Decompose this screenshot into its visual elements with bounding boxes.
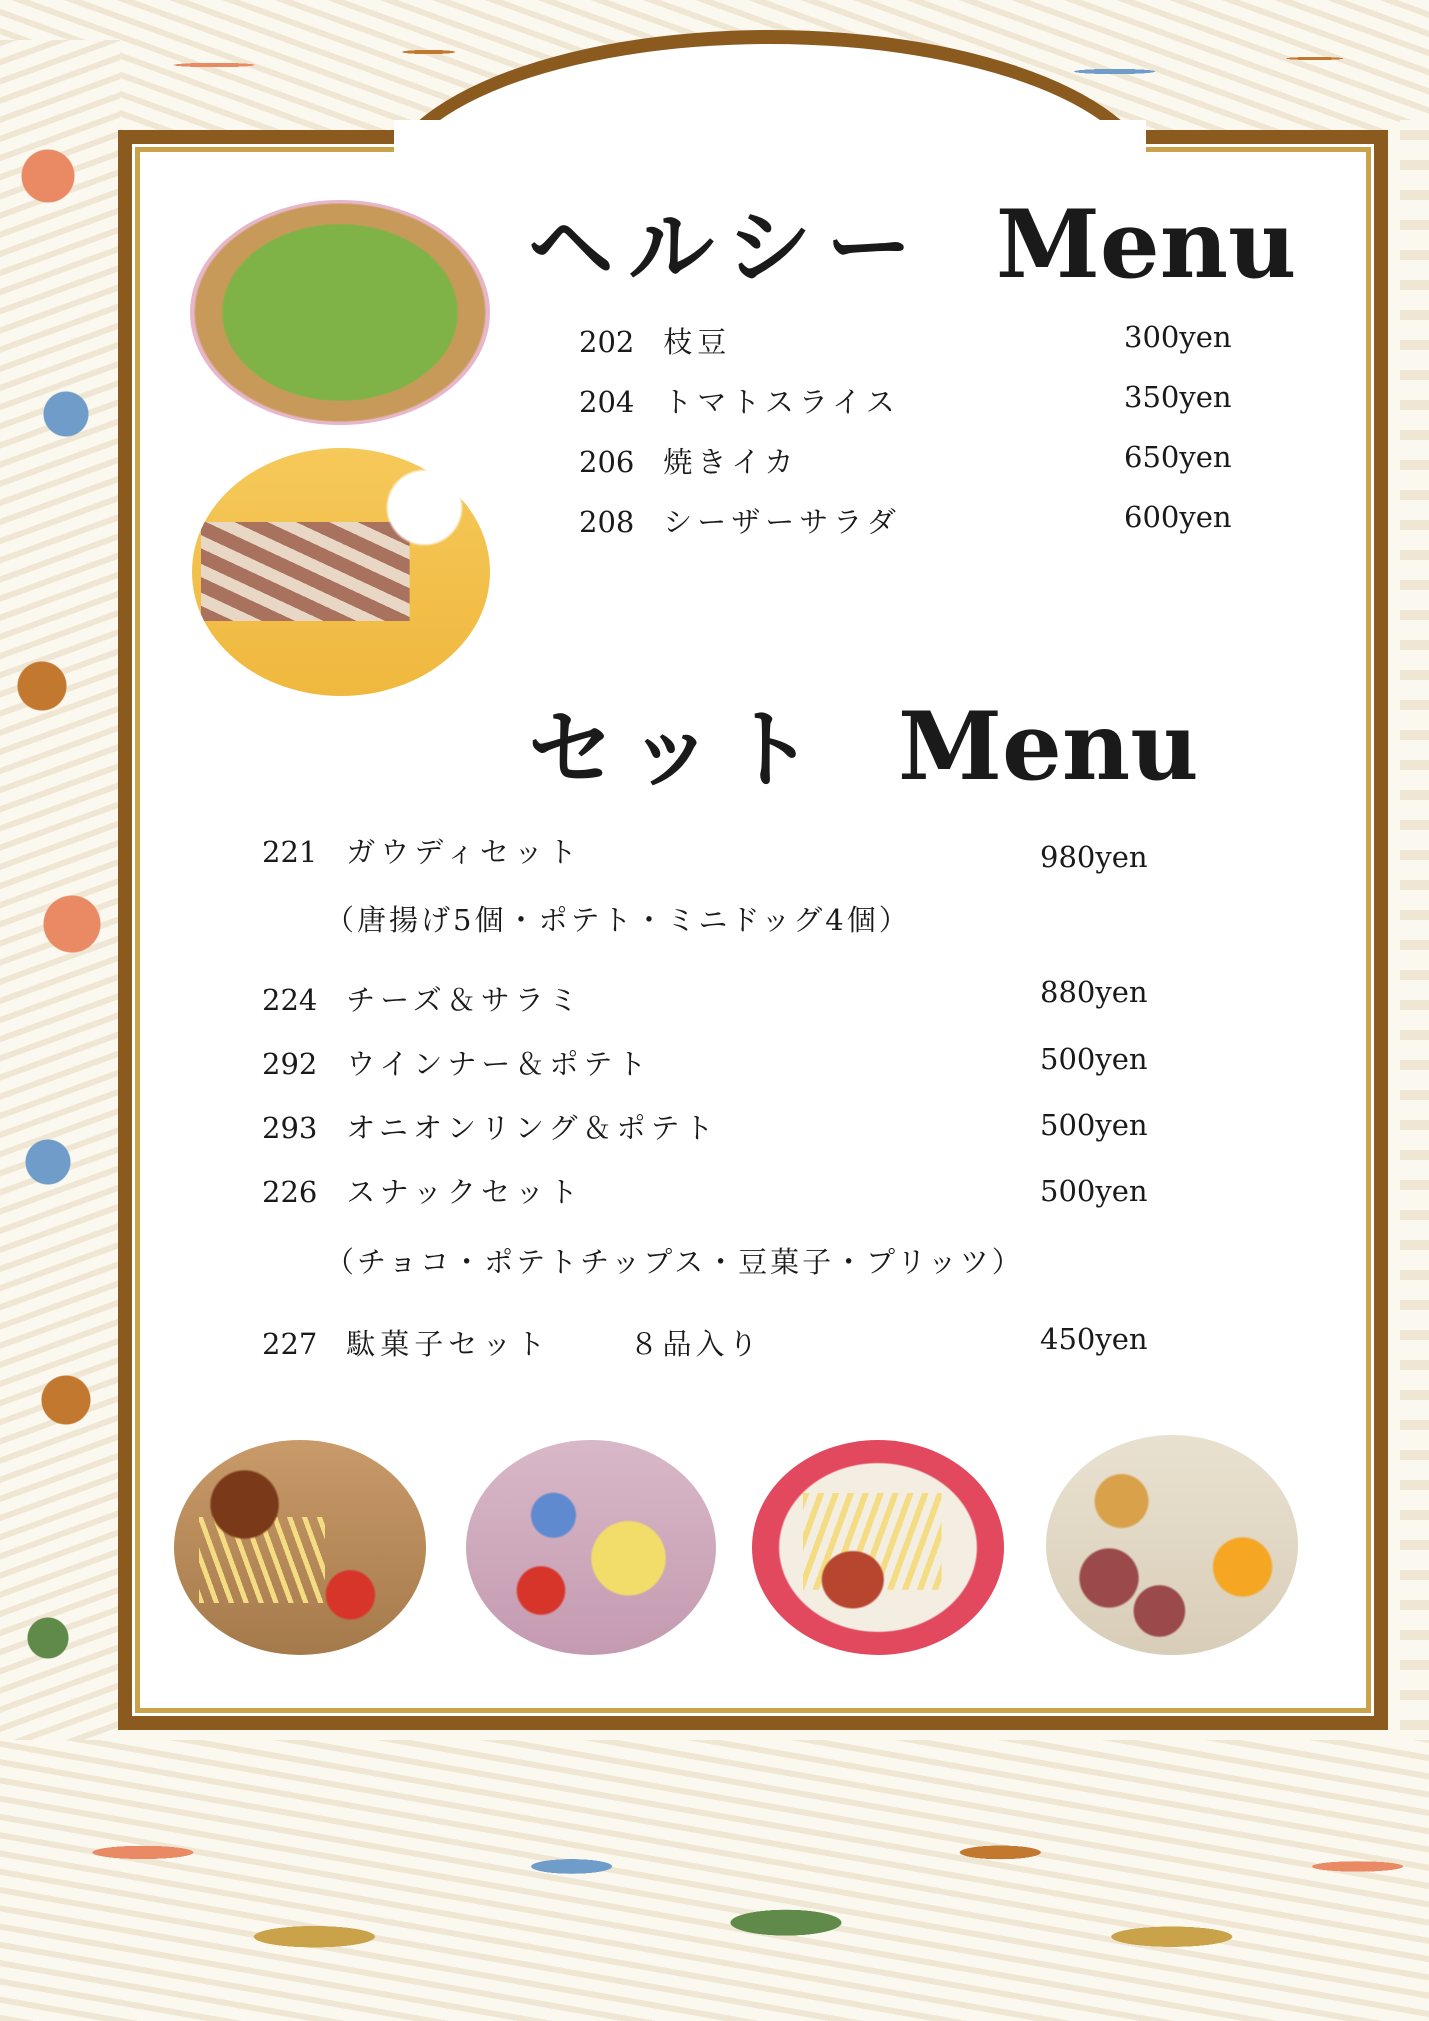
item-name: トマトスライス bbox=[663, 385, 900, 419]
fried-chicken-corndog-photo bbox=[174, 1440, 426, 1655]
list-item bbox=[262, 1170, 583, 1211]
item-name: 駄菓子セット bbox=[346, 1327, 551, 1361]
item-price: 450yen bbox=[1040, 1322, 1148, 1356]
list-item bbox=[262, 830, 582, 871]
item-name: 枝豆 bbox=[663, 325, 732, 359]
item-code: 293 bbox=[262, 1111, 318, 1145]
squid-photo bbox=[192, 448, 490, 696]
border-left-ornament bbox=[0, 40, 120, 1740]
item-price: 300yen bbox=[1124, 320, 1232, 354]
border-bottom-ornament-hounds bbox=[0, 1740, 1429, 2021]
item-note: （チョコ・ポテトチップス・豆菓子・プリッツ） bbox=[325, 1245, 1024, 1279]
item-name: ガウディセット bbox=[346, 835, 582, 869]
sausage-fries-photo bbox=[752, 1440, 1004, 1655]
item-name: スナックセット bbox=[346, 1175, 584, 1209]
item-name: チーズ＆サラミ bbox=[346, 983, 583, 1017]
item-code: 227 bbox=[262, 1327, 318, 1361]
item-name: シーザーサラダ bbox=[663, 505, 901, 539]
item-extra: ８品入り bbox=[629, 1327, 762, 1361]
item-price: 500yen bbox=[1040, 1042, 1148, 1076]
item-code: 208 bbox=[579, 505, 635, 539]
list-item bbox=[262, 978, 583, 1019]
item-note: （唐揚げ5個・ポテト・ミニドッグ4個） bbox=[325, 903, 911, 937]
cheese-salami-photo bbox=[1046, 1435, 1298, 1655]
healthy-menu-heading bbox=[528, 178, 1296, 302]
salad-photo bbox=[190, 200, 490, 425]
item-code: 221 bbox=[262, 835, 318, 869]
item-price: 350yen bbox=[1124, 380, 1232, 414]
item-code: 206 bbox=[579, 445, 635, 479]
healthy-menu-title-ja: ヘルシー bbox=[528, 197, 926, 298]
item-code: 204 bbox=[579, 385, 635, 419]
item-price: 500yen bbox=[1040, 1108, 1148, 1142]
list-item bbox=[579, 380, 900, 421]
item-price: 600yen bbox=[1124, 500, 1232, 534]
list-item bbox=[579, 440, 798, 481]
healthy-menu-title-en: Menu bbox=[995, 190, 1297, 300]
item-code: 226 bbox=[262, 1175, 318, 1209]
list-item bbox=[262, 1106, 718, 1147]
item-name: オニオンリング＆ポテト bbox=[346, 1111, 719, 1145]
list-item bbox=[579, 500, 901, 541]
item-code: 202 bbox=[579, 325, 635, 359]
item-price: 650yen bbox=[1124, 440, 1232, 474]
item-price: 980yen bbox=[1040, 840, 1148, 874]
item-name: ウインナー＆ポテト bbox=[346, 1047, 652, 1081]
set-menu-title-ja: セット bbox=[528, 699, 828, 800]
set-menu-title-en: Menu bbox=[898, 692, 1199, 802]
snacks-photo bbox=[466, 1440, 716, 1655]
list-item bbox=[262, 1322, 761, 1363]
item-price: 880yen bbox=[1040, 975, 1148, 1009]
item-code: 292 bbox=[262, 1047, 318, 1081]
item-code: 224 bbox=[262, 983, 318, 1017]
set-menu-heading bbox=[528, 680, 1199, 804]
border-right-ornament bbox=[1400, 120, 1429, 1760]
list-item bbox=[579, 320, 731, 361]
list-item bbox=[262, 1042, 651, 1083]
item-name: 焼きイカ bbox=[663, 445, 799, 479]
item-price: 500yen bbox=[1040, 1174, 1148, 1208]
